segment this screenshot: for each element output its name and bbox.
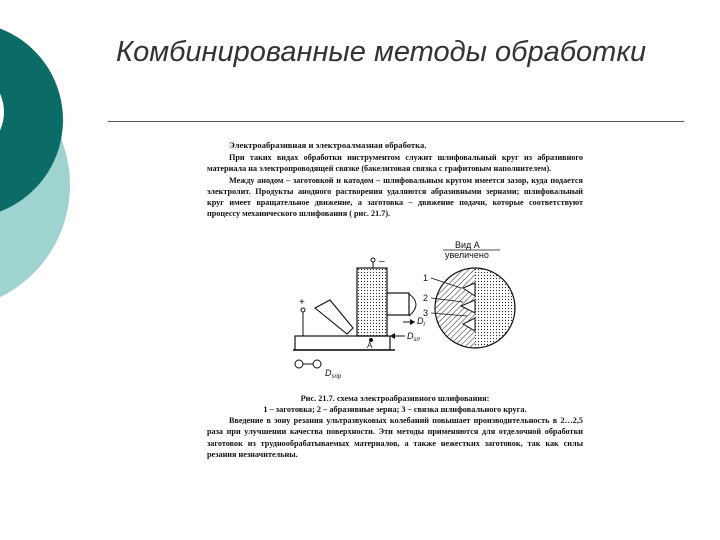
feed-arrowhead-r <box>410 319 415 325</box>
slide-title: Комбинированные методы обработки <box>116 36 647 68</box>
paragraph-2: Между анодом – заготовкой и катодом – шлифовальным кругом имеется зазор, куда подается электролит. Продукты анодного растворения удаляются абразивными зернами; шлифовальный круг имеет вращательное движение, а заготовка – движение подачи, которые соответствуют процессу механического шлифования ( рис. 21.7). <box>207 175 583 219</box>
grinding-wheel <box>357 268 387 336</box>
view-sublabel: увеличено <box>445 250 489 260</box>
document-text <box>207 140 583 220</box>
view-label: Вид А <box>455 240 480 250</box>
d-r-label: $D_r$ <box>417 316 426 328</box>
feed-roller-left <box>295 360 303 368</box>
rotation-arrow <box>409 294 416 316</box>
point-a-label: А <box>367 341 373 350</box>
wheel-spindle <box>387 293 409 315</box>
minus-terminal <box>371 258 375 262</box>
electrolyte-nozzle <box>315 300 353 334</box>
callout-3: 3 <box>423 308 429 318</box>
decorative-circles <box>0 0 120 300</box>
plus-label: + <box>299 297 305 308</box>
title-divider <box>108 121 684 122</box>
d-sp-label: $D_{sп}$ <box>407 331 420 343</box>
callout-1: 1 <box>423 273 429 283</box>
grinding-scheme-figure <box>285 238 525 388</box>
zoom-detail <box>433 266 519 351</box>
caption-body: Введение в зону резания ультразвуковых колебаний повышает производительность в 2…2,5 раза при улучшении качества поверхности. Эти методы применяются для отделочной обработки заготовок из труднообрабатываемых материалов, а также нежестких заготовок, так как силы резания незначительны. <box>207 416 583 460</box>
workpiece <box>295 336 390 350</box>
d-spr-label: $D_{sпр}$ <box>325 368 342 380</box>
document-heading: Электроабразивная и электроалмазная обработка. <box>229 140 427 150</box>
plus-terminal <box>301 308 305 312</box>
feed-roller-right <box>313 360 321 368</box>
caption-legend: 1 – заготовка; 2 – абразивные зерна; 3 – связка шлифовального круга. <box>263 405 527 414</box>
feed-arrowhead-sp <box>390 333 395 339</box>
figure-caption <box>207 393 583 461</box>
paragraph-1: При таких видах обработки инструментом служит шлифовальный круг из абразивного материала на электропроводящей связке (бакелитовая связка с графитовым наполнителем). <box>207 153 583 174</box>
callout-2: 2 <box>423 293 429 303</box>
caption-title: Рис. 21.7. схема электроабразивного шлифования: <box>300 394 490 403</box>
minus-label: – <box>379 256 385 267</box>
